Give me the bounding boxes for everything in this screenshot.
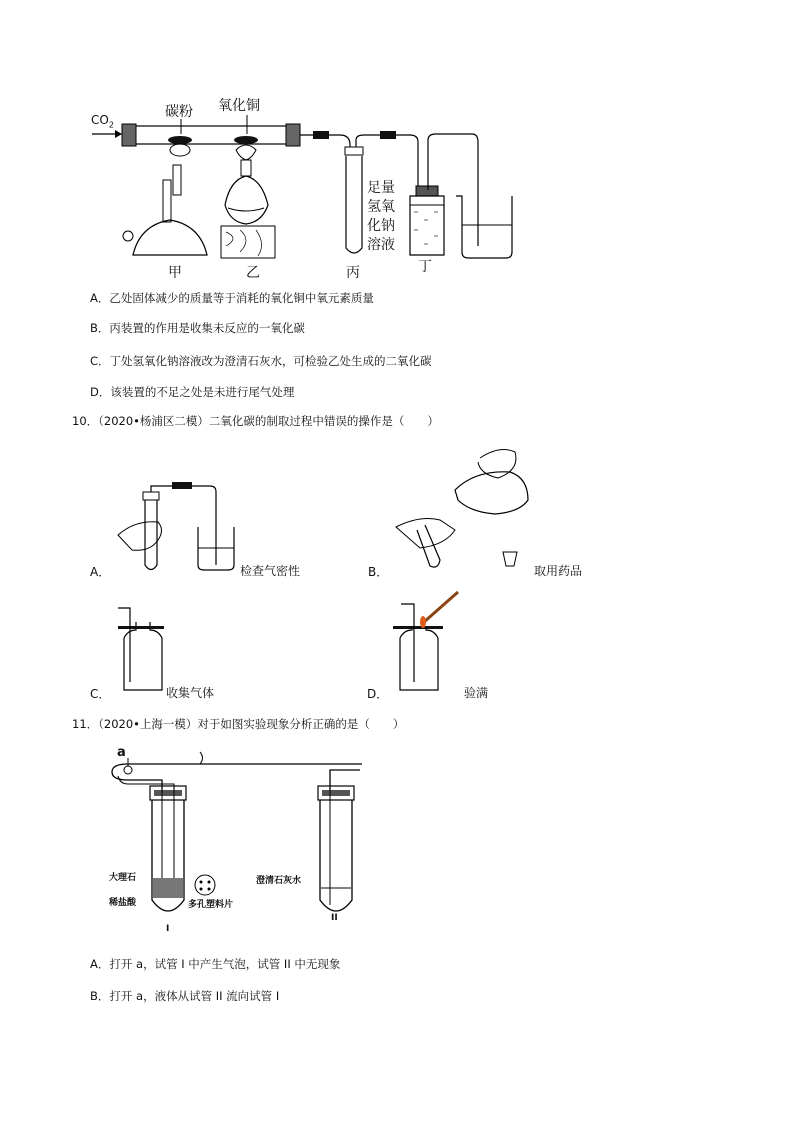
q10-c-letter: C． bbox=[90, 687, 111, 701]
q10-a-letter: A． bbox=[90, 565, 111, 579]
acid-label: 稀盐酸 bbox=[109, 898, 137, 908]
label-jia: 甲 bbox=[168, 265, 182, 281]
tube-i-label: I bbox=[166, 924, 170, 934]
valve-a-label: a bbox=[117, 745, 126, 760]
q10-d-caption: 验满 bbox=[464, 686, 489, 700]
plate-label: 多孔塑料片 bbox=[188, 900, 234, 910]
q10-c-caption: 收集气体 bbox=[166, 686, 215, 700]
label-yi: 乙 bbox=[246, 265, 260, 281]
label-ding: 丁 bbox=[418, 259, 432, 275]
naoh-line: 氢氧 bbox=[367, 199, 395, 215]
q9-option-b: B．丙装置的作用是收集未反应的一氧化碳 bbox=[90, 321, 305, 335]
copper-oxide-label: 氧化铜 bbox=[218, 98, 260, 114]
q10-b-caption: 取用药品 bbox=[534, 564, 583, 578]
label-bing: 丙 bbox=[346, 265, 360, 281]
q10-d-letter: D． bbox=[367, 687, 389, 701]
q10-stem: 10．（2020•杨浦区二模）二氧化碳的制取过程中错误的操作是（ ） bbox=[72, 414, 439, 428]
q11-option-b: B．打开 a，液体从试管 II 流向试管 I bbox=[90, 989, 280, 1003]
q11-option-a: A．打开 a，试管 I 中产生气泡，试管 II 中无现象 bbox=[90, 957, 341, 971]
co2-label: $CO_2$ bbox=[91, 113, 114, 130]
q9-option-d: D．该装置的不足之处是未进行尾气处理 bbox=[90, 385, 295, 399]
q10-b-letter: B． bbox=[368, 565, 389, 579]
q9-option-c: C．丁处氢氧化钠溶液改为澄清石灰水，可检验乙处生成的二氧化碳 bbox=[90, 354, 432, 368]
tube-ii-label: II bbox=[331, 913, 338, 923]
marble-label: 大理石 bbox=[109, 873, 137, 883]
q9-option-a: A．乙处固体减少的质量等于消耗的氧化铜中氧元素质量 bbox=[90, 291, 374, 305]
carbon-powder-label: 碳粉 bbox=[165, 104, 193, 120]
naoh-line: 溶液 bbox=[367, 237, 395, 253]
limewater-label: 澄清石灰水 bbox=[256, 876, 302, 886]
naoh-line: 化钠 bbox=[367, 218, 395, 234]
naoh-line: 足量 bbox=[367, 180, 395, 196]
q11-stem: 11．（2020•上海一模）对于如图实验现象分析正确的是（ ） bbox=[72, 717, 405, 731]
q10-a-caption: 检查气密性 bbox=[240, 564, 301, 578]
